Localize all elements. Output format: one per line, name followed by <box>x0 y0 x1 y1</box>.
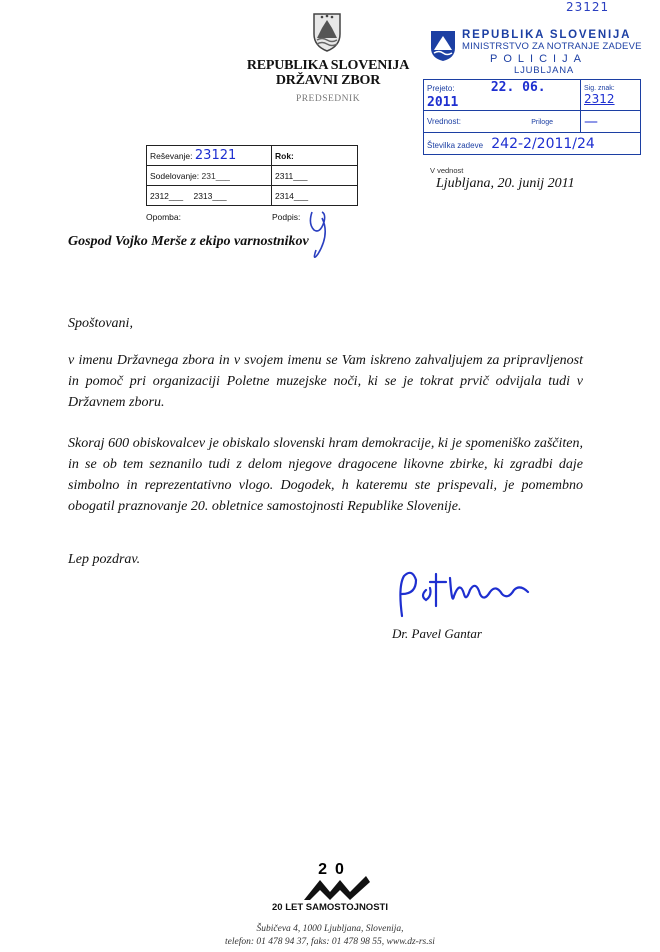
sig-znak-cell <box>581 80 641 111</box>
letterhead-department: PREDSEDNIK <box>295 94 361 104</box>
vrednost-cell <box>424 111 581 133</box>
letter-paragraph-1: v imenu Državnega zbora in v svojem imenu se Vam iskreno zahvaljujem za pripravljenost in pomoč pri organizaciji Poletne muzejske noči, ki se je tokrat prvič odvijala tudi v Državnem zboru. <box>68 353 583 410</box>
sig-label: Sig. znak: <box>584 84 615 92</box>
v-vednost-label: V vednost <box>430 166 464 175</box>
sig-value: 2312 <box>584 91 615 106</box>
letterhead-title <box>230 58 426 88</box>
signatory-name: Dr. Pavel Gantar <box>392 626 482 641</box>
resevanje-cell <box>147 146 272 166</box>
code-2314-cell <box>272 186 358 206</box>
priloge-label: Priloge <box>531 119 553 126</box>
routing-slip-table <box>146 145 358 206</box>
priloge-dash: — <box>584 113 598 130</box>
police-stamp-line1: REPUBLIKA SLOVENIJA <box>462 29 632 41</box>
code-2311-cell <box>272 166 358 186</box>
footer-contact: telefon: 01 478 94 37, faks: 01 478 98 55, www.dz-rs.si <box>225 937 435 947</box>
vrednost-label: Vrednost: <box>427 117 461 126</box>
letter-date: Ljubljana, 20. junij 2011 <box>436 176 575 191</box>
letter-paragraph-2: Skoraj 600 obiskovalcev je obiskalo slovenski hram demokracije, ki je spomeniško zaščiten, in se ob tem seznanilo tudi z delom njegove dragocene likovne zbirke, ki zgradbi daje simbolno in reprezentativno vlogo. Dogodek, h kateremu ste prispevali, je pomembno obogatil praznovanje 20. obletnice samostojnosti Republike Slovenije. <box>68 436 583 514</box>
code-2311: 2311___ <box>275 170 308 181</box>
codes-2312-2313-cell <box>147 186 272 206</box>
letterhead-line2: DRŽAVNI ZBOR <box>275 73 381 88</box>
code-2313: 2313___ <box>193 190 227 201</box>
code-2312: 2312___ <box>150 190 184 201</box>
police-coat-of-arms-icon <box>430 30 456 62</box>
sodelovanje-label: Sodelovanje: <box>150 170 200 181</box>
logo-number: 20 <box>318 861 352 878</box>
code-231: 231___ <box>201 170 230 181</box>
20-years-independence-logo <box>290 860 380 902</box>
podpis-label: Podpis: <box>272 212 301 222</box>
police-stamp-line2: MINISTRSTVO ZA NOTRANJE ZADEVE <box>462 41 642 52</box>
letter-salutation: Spoštovani, <box>68 316 133 331</box>
sodelovanje-cell <box>147 166 272 186</box>
logo-caption: 20 LET SAMOSTOJNOSTI <box>272 902 388 913</box>
rok-label: Rok: <box>275 150 294 161</box>
handwritten-signature <box>390 566 550 626</box>
letterhead-line1: REPUBLIKA SLOVENIJA <box>246 58 410 73</box>
opomba-label: Opomba: <box>146 212 181 222</box>
corner-handwritten-number: 23121 <box>566 0 610 14</box>
letter-recipient: Gospod Vojko Merše z ekipo varnostnikov <box>68 234 309 249</box>
resevanje-value: 23121 <box>194 148 237 163</box>
prejeto-value: 22. 06. 2011 <box>427 80 546 110</box>
police-stamp-line4: LJUBLJANA <box>514 65 574 76</box>
stevilka-label: Številka zadeve <box>427 140 484 150</box>
resevanje-label: Reševanje: <box>150 151 193 161</box>
prejeto-cell <box>424 80 581 111</box>
stevilka-value: 242-2/2011/24 <box>491 135 595 152</box>
rok-cell <box>272 146 358 166</box>
footer-address: Šubičeva 4, 1000 Ljubljana, Slovenija, <box>256 924 404 934</box>
code-2314: 2314___ <box>275 190 309 201</box>
letter-closing: Lep pozdrav. <box>68 552 141 567</box>
police-receipt-stamp <box>423 79 641 155</box>
stevilka-zadeve-cell <box>424 133 641 155</box>
police-stamp-line3: POLICIJA <box>490 53 587 65</box>
priloge-value-cell <box>581 111 641 133</box>
slovenian-coat-of-arms-icon <box>312 12 342 52</box>
prejeto-label: Prejeto: <box>427 84 455 93</box>
